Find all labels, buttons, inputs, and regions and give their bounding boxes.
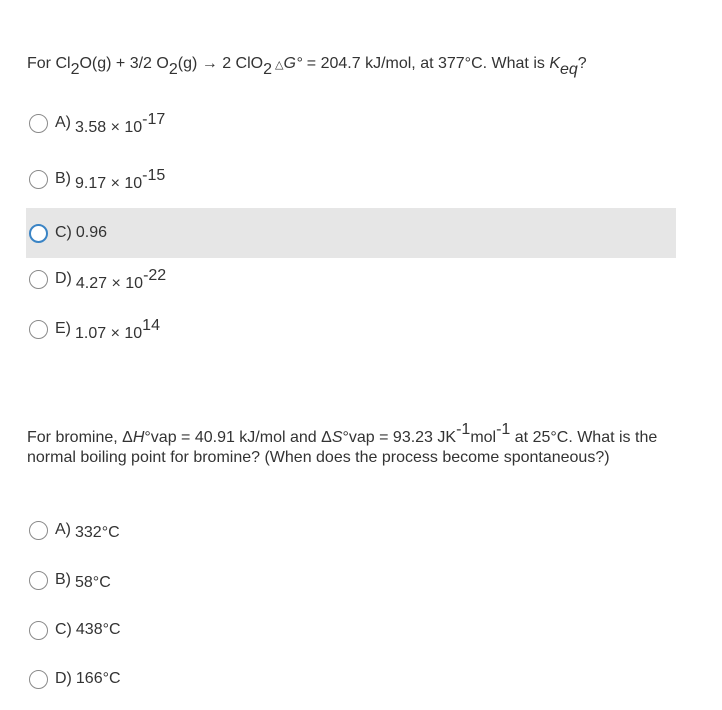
option-letter: D) (55, 670, 72, 687)
q1-text-part: = 204.7 kJ/mol, at 377°C. What is (302, 55, 550, 72)
q1-option-a[interactable] (26, 98, 676, 148)
q1-text-part: ? (577, 55, 587, 72)
question-1-text (27, 54, 697, 78)
entropy-symbol: S (331, 429, 343, 446)
option-exponent: -15 (142, 167, 166, 184)
q2-option-b[interactable] (26, 555, 676, 605)
radio-button[interactable] (29, 621, 48, 640)
option-value (75, 111, 166, 137)
option-base: 1.07 × 10 (75, 325, 143, 342)
option-value (75, 317, 160, 343)
q2-superscript: -1 (456, 421, 471, 438)
q1-text-part: For Cl (27, 55, 71, 72)
radio-button[interactable] (29, 571, 48, 590)
radio-button[interactable] (29, 670, 48, 689)
option-value: 438°C (75, 621, 121, 638)
radio-button[interactable] (29, 170, 48, 189)
option-base: 3.58 × 10 (75, 119, 143, 136)
option-value: 332°C (75, 524, 120, 541)
radio-button[interactable] (29, 320, 48, 339)
q1-subscript: 2 (70, 61, 80, 78)
q1-subscript: 2 (168, 61, 178, 78)
q2-option-d[interactable] (26, 654, 676, 704)
option-exponent: -22 (143, 267, 167, 284)
q1-subscript: 2 (263, 61, 272, 78)
q2-option-c[interactable] (26, 605, 676, 655)
option-exponent: -17 (142, 111, 166, 128)
q2-text-part: °vap = 93.23 JK (342, 429, 457, 446)
q2-text-part: mol (470, 429, 497, 446)
keq-symbol: K (549, 55, 560, 72)
q1-text-part: (g) → 2 ClO (177, 55, 264, 72)
q1-option-d[interactable] (26, 254, 676, 304)
option-letter: E) (55, 320, 71, 337)
q1-option-c[interactable] (26, 208, 676, 258)
q1-option-e[interactable] (26, 304, 676, 354)
option-letter: C) (55, 224, 72, 241)
radio-button[interactable] (29, 224, 48, 243)
radio-button[interactable] (29, 521, 48, 540)
q2-superscript: -1 (496, 421, 511, 438)
option-letter: B) (55, 170, 71, 187)
option-letter: C) (55, 621, 72, 638)
q2-option-a[interactable] (26, 505, 676, 555)
option-letter: B) (55, 571, 71, 588)
enthalpy-symbol: H (132, 429, 145, 446)
option-value (75, 267, 167, 293)
q1-text-part: O(g) + 3/2 O (79, 55, 169, 72)
radio-button[interactable] (29, 114, 48, 133)
option-value: 0.96 (75, 224, 108, 241)
radio-button[interactable] (29, 270, 48, 289)
option-value: 166°C (75, 670, 121, 687)
option-value: 58°C (75, 574, 111, 591)
gibbs-symbol: G° (283, 55, 303, 72)
option-letter: A) (55, 521, 71, 538)
q2-text-part: °vap = 40.91 kJ/mol and Δ (144, 429, 332, 446)
delta-symbol: △ (272, 59, 284, 71)
q2-text-part: at 25°C. What is the normal boiling point for bromine? (When does the process become spontaneous?) (27, 429, 658, 466)
q1-subscript: eq (559, 61, 578, 78)
option-exponent: 14 (142, 317, 160, 334)
option-letter: D) (55, 270, 72, 287)
option-base: 9.17 × 10 (75, 175, 143, 192)
option-value (75, 167, 166, 193)
q1-option-b[interactable] (26, 154, 676, 204)
option-base: 4.27 × 10 (75, 275, 144, 292)
q2-text-part: For bromine, Δ (27, 429, 133, 446)
question-2-text (27, 421, 677, 468)
option-letter: A) (55, 114, 71, 131)
